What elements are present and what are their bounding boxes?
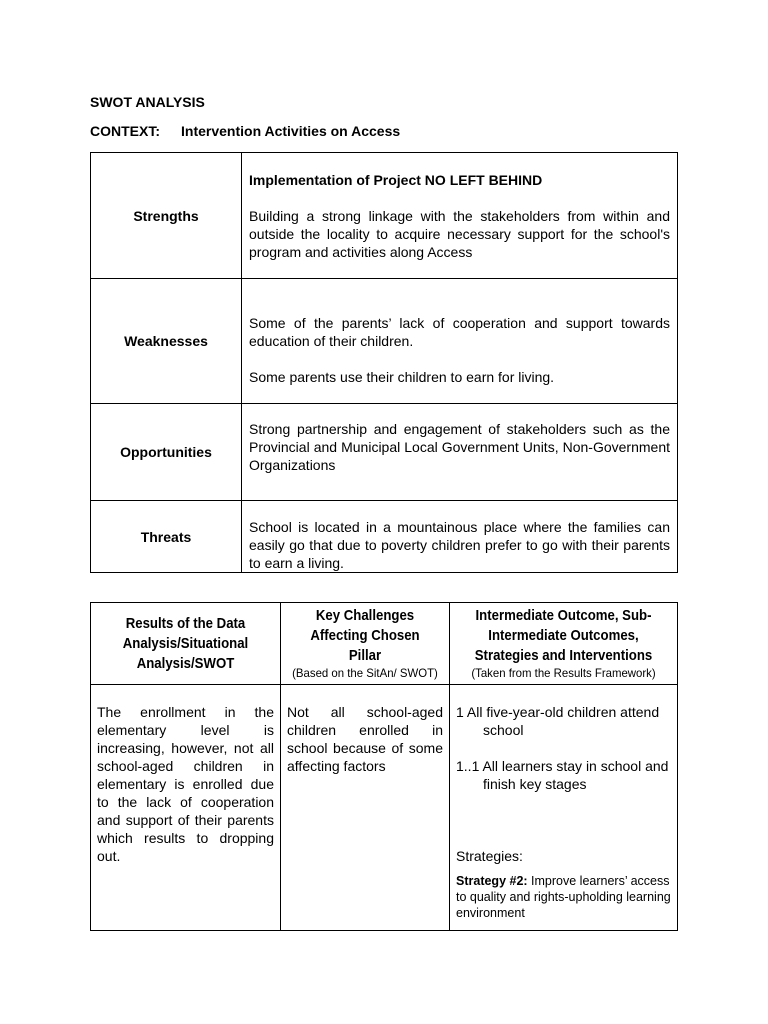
strengths-cell xyxy=(242,153,678,279)
strategy-2-label: Strategy #2: xyxy=(456,874,528,888)
strategy-2-text: Improve learners’ access to quality and rights-upholding learning environment xyxy=(456,874,671,920)
outcome-1-1: 1..1 All learners stay in school and finish key stages xyxy=(456,758,669,792)
opportunities-label: Opportunities xyxy=(91,404,242,501)
strengths-text: Building a strong linkage with the stakeholders from within and outside the locality to acquire necessary support for the school's program and activities along Access xyxy=(249,208,670,260)
weaknesses-cell xyxy=(242,279,678,404)
header-challenges xyxy=(281,603,450,685)
header-outcomes-sub: (Taken from the Results Framework) xyxy=(471,666,656,680)
weaknesses-text-1: Some of the parents’ lack of cooperation and support towards education of their children. xyxy=(249,315,670,349)
opportunities-cell xyxy=(242,404,678,501)
header-results-title: Results of the Data Analysis/Situational Analysis/SWOT xyxy=(122,614,249,672)
outcomes-cell xyxy=(450,685,678,931)
results-text: The enrollment in the elementary level is increasing, however, not all school-aged children in elementary is enrolled due to the lack of cooperation and support of their parents which results to dropping out. xyxy=(97,704,274,864)
strengths-heading: Implementation of Project NO LEFT BEHIND xyxy=(249,172,543,188)
analysis-table xyxy=(90,602,678,931)
threats-text: School is located in a mountainous place where the families can easily go that due to poverty children prefer to go with their parents to earn a living. xyxy=(249,519,670,571)
swot-row-weaknesses xyxy=(91,279,678,404)
threats-label: Threats xyxy=(91,501,242,573)
challenges-cell xyxy=(281,685,450,931)
challenges-text: Not all school-aged children enrolled in school because of some affecting factors xyxy=(287,704,443,774)
analysis-header-row xyxy=(91,603,678,685)
threats-cell xyxy=(242,501,678,573)
weaknesses-text-2: Some parents use their children to earn for living. xyxy=(249,369,555,385)
swot-table xyxy=(90,152,678,573)
header-challenges-sub: (Based on the SitAn/ SWOT) xyxy=(292,666,438,680)
context-label: CONTEXT: xyxy=(90,123,160,139)
outcome-1: 1 All five-year-old children attend school xyxy=(456,704,660,738)
context-value: Intervention Activities on Access xyxy=(181,123,401,139)
header-results xyxy=(91,603,281,685)
swot-row-opportunities xyxy=(91,404,678,501)
analysis-content-row xyxy=(91,685,678,931)
header-outcomes xyxy=(450,603,678,685)
strengths-label: Strengths xyxy=(91,153,242,279)
page-title: SWOT ANALYSIS xyxy=(90,94,205,110)
context-line xyxy=(90,123,400,139)
results-cell xyxy=(91,685,281,931)
swot-row-threats xyxy=(91,501,678,573)
strategy-2 xyxy=(456,873,671,921)
strategies-label: Strategies: xyxy=(456,848,523,864)
swot-row-strengths xyxy=(91,153,678,279)
weaknesses-label: Weaknesses xyxy=(91,279,242,404)
header-outcomes-title: Intermediate Outcome, Sub-Intermediate Outcomes, Strategies and Interventions xyxy=(474,607,653,664)
opportunities-text: Strong partnership and engagement of stakeholders such as the Provincial and Municipal Local Government Units, Non-Government Organizations xyxy=(249,421,670,473)
header-challenges-title: Key Challenges Affecting Chosen Pillar xyxy=(310,607,420,664)
